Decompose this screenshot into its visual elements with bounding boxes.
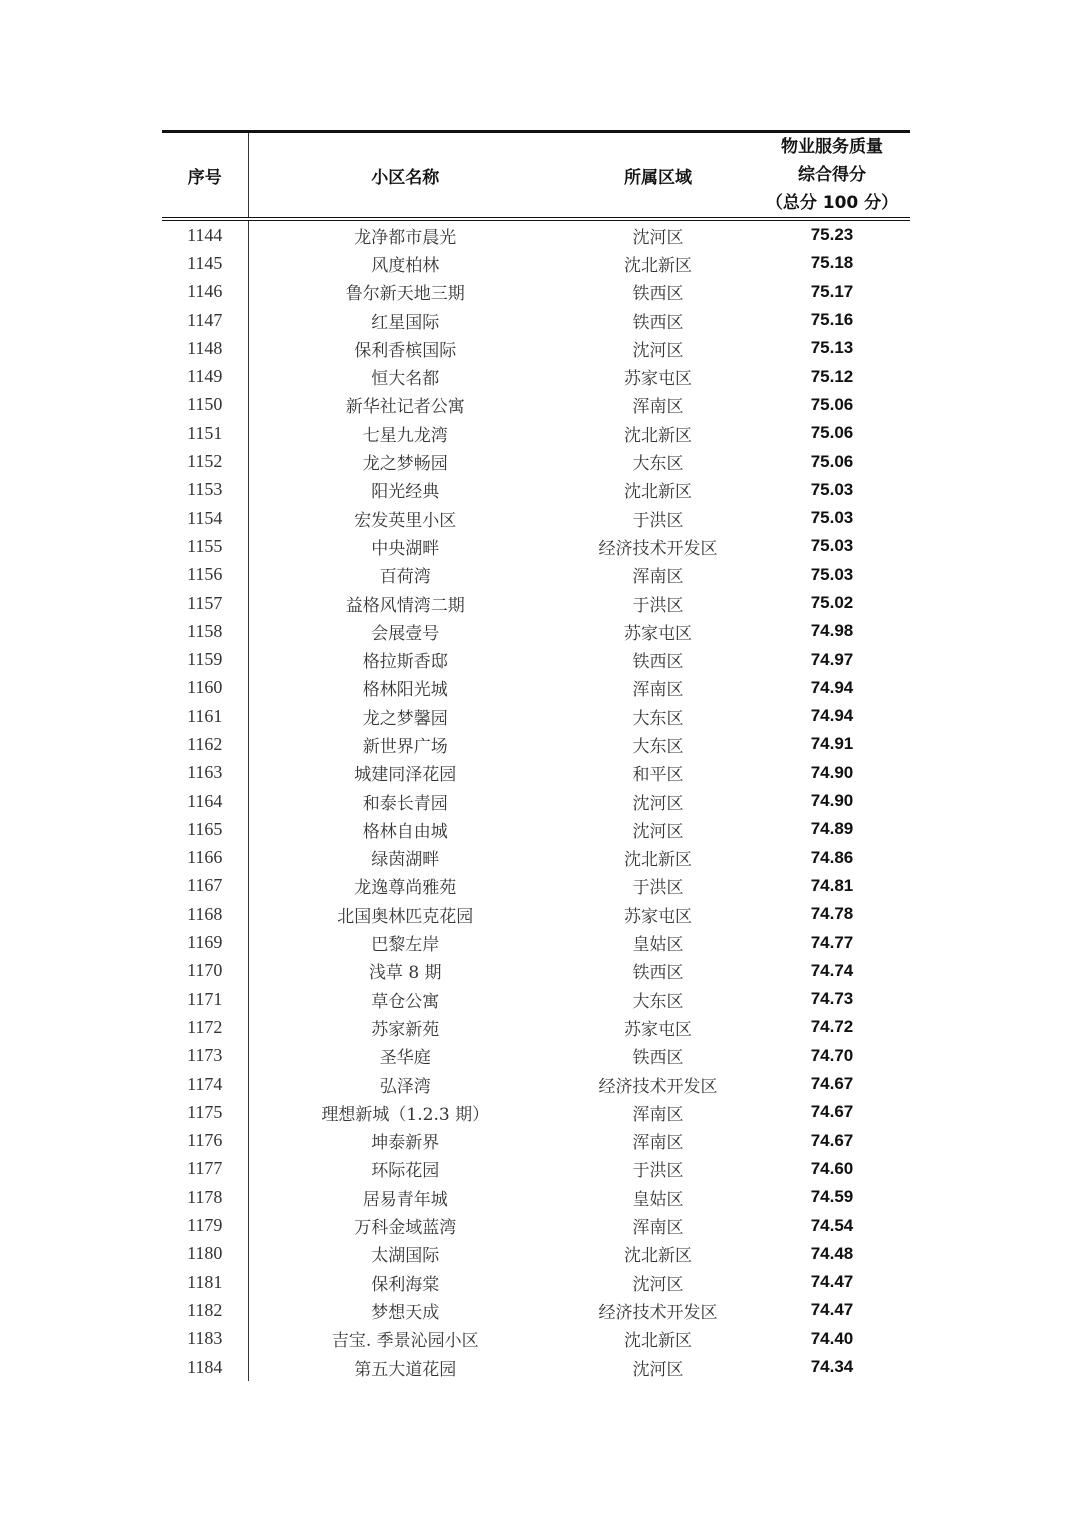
row-name: 龙之梦畅园 <box>362 454 448 475</box>
row-score: 74.90 <box>810 762 854 782</box>
row-score: 75.06 <box>810 394 854 414</box>
row-index: 1155 <box>162 532 248 560</box>
row-index: 1177 <box>162 1155 248 1183</box>
table-row <box>162 306 910 334</box>
row-score: 75.12 <box>810 366 854 386</box>
table-row <box>162 1296 910 1324</box>
row-score: 74.91 <box>810 734 854 754</box>
row-district: 苏家屯区 <box>624 369 692 390</box>
row-index: 1160 <box>162 674 248 702</box>
row-name: 万科金域蓝湾 <box>354 1218 457 1239</box>
row-district: 皇姑区 <box>632 1189 684 1210</box>
row-name: 保利海棠 <box>371 1274 440 1295</box>
table-row <box>162 1127 910 1155</box>
row-index: 1182 <box>162 1296 248 1324</box>
row-district: 大东区 <box>632 736 684 757</box>
row-name: 巴黎左岸 <box>371 935 440 956</box>
row-district: 沈北新区 <box>624 1246 692 1267</box>
row-district: 经济技术开发区 <box>598 1076 718 1097</box>
row-score: 75.03 <box>810 479 854 499</box>
row-name: 龙逸尊尚雅苑 <box>354 878 457 899</box>
row-score: 74.90 <box>810 791 854 811</box>
row-index: 1165 <box>162 815 248 843</box>
row-name: 中央湖畔 <box>371 538 440 559</box>
row-name: 吉宝. 季景沁园小区 <box>331 1331 479 1352</box>
row-district: 铁西区 <box>632 652 684 673</box>
row-district: 和平区 <box>632 765 684 786</box>
row-index: 1158 <box>162 617 248 645</box>
row-index: 1173 <box>162 1042 248 1070</box>
table-header <box>162 132 910 220</box>
row-district: 大东区 <box>632 454 684 475</box>
row-score: 75.23 <box>810 225 854 245</box>
row-index: 1179 <box>162 1211 248 1239</box>
row-name: 红星国际 <box>371 312 440 333</box>
row-district: 沈河区 <box>632 340 684 361</box>
row-score: 74.48 <box>810 1243 854 1263</box>
row-district: 沈北新区 <box>624 1331 692 1352</box>
table-row <box>162 334 910 362</box>
row-index: 1154 <box>162 504 248 532</box>
row-index: 1145 <box>162 249 248 277</box>
row-score: 74.74 <box>810 960 854 980</box>
row-name: 和泰长青园 <box>362 793 448 814</box>
row-name: 太湖国际 <box>371 1246 440 1267</box>
table-row <box>162 362 910 390</box>
row-district: 浑南区 <box>632 680 684 701</box>
row-index: 1169 <box>162 928 248 956</box>
table-row <box>162 1211 910 1239</box>
row-district: 沈河区 <box>632 1274 684 1295</box>
row-index: 1156 <box>162 561 248 589</box>
row-district: 于洪区 <box>632 1161 684 1182</box>
row-district: 苏家屯区 <box>624 906 692 927</box>
header-index: 序号 <box>162 132 248 220</box>
row-name: 宏发英里小区 <box>354 510 457 531</box>
table-row <box>162 872 910 900</box>
row-score: 74.59 <box>810 1187 854 1207</box>
header-score-line1: 物业服务质量 <box>781 137 883 157</box>
row-score: 75.06 <box>810 451 854 471</box>
row-name: 格林阳光城 <box>362 680 448 701</box>
row-score: 74.70 <box>810 1045 854 1065</box>
row-index: 1153 <box>162 476 248 504</box>
row-score: 74.67 <box>810 1130 854 1150</box>
table-row <box>162 702 910 730</box>
row-index: 1162 <box>162 730 248 758</box>
row-score: 75.03 <box>810 564 854 584</box>
row-score: 75.17 <box>810 281 854 301</box>
row-index: 1174 <box>162 1070 248 1098</box>
table-row <box>162 391 910 419</box>
row-index: 1146 <box>162 278 248 306</box>
table-row <box>162 759 910 787</box>
row-district: 浑南区 <box>632 397 684 418</box>
table-row <box>162 787 910 815</box>
row-index: 1157 <box>162 589 248 617</box>
row-name: 龙净都市晨光 <box>354 227 457 248</box>
row-name: 居易青年城 <box>362 1189 448 1210</box>
table-row <box>162 645 910 673</box>
row-name: 弘泽湾 <box>379 1076 431 1097</box>
row-name: 新华社记者公寓 <box>345 397 465 418</box>
row-score: 74.73 <box>810 989 854 1009</box>
table-row <box>162 532 910 560</box>
table-row <box>162 1155 910 1183</box>
row-score: 75.18 <box>810 253 854 273</box>
row-index: 1161 <box>162 702 248 730</box>
row-index: 1170 <box>162 957 248 985</box>
row-score: 74.89 <box>810 819 854 839</box>
row-name: 鲁尔新天地三期 <box>345 284 465 305</box>
row-score: 74.94 <box>810 706 854 726</box>
table-row <box>162 1042 910 1070</box>
row-district: 大东区 <box>632 708 684 729</box>
row-index: 1148 <box>162 334 248 362</box>
row-score: 74.77 <box>810 932 854 952</box>
row-name: 保利香槟国际 <box>354 340 457 361</box>
table-row <box>162 419 910 447</box>
row-score: 74.34 <box>810 1357 854 1377</box>
row-name: 阳光经典 <box>371 482 440 503</box>
row-name: 苏家新苑 <box>371 1019 440 1040</box>
row-district: 经济技术开发区 <box>598 1302 718 1323</box>
table-row <box>162 985 910 1013</box>
row-index: 1181 <box>162 1268 248 1296</box>
table-row <box>162 561 910 589</box>
header-score <box>754 132 910 220</box>
row-index: 1171 <box>162 985 248 1013</box>
row-district: 浑南区 <box>632 1218 684 1239</box>
row-index: 1180 <box>162 1240 248 1268</box>
row-index: 1168 <box>162 900 248 928</box>
row-name: 圣华庭 <box>379 1048 431 1069</box>
row-index: 1164 <box>162 787 248 815</box>
row-name: 百荷湾 <box>379 567 431 588</box>
row-name: 恒大名都 <box>371 369 440 390</box>
table-row <box>162 1098 910 1126</box>
row-score: 74.78 <box>810 904 854 924</box>
row-index: 1172 <box>162 1013 248 1041</box>
row-name: 城建同泽花园 <box>354 765 457 786</box>
row-score: 74.47 <box>810 1300 854 1320</box>
table-row <box>162 1325 910 1353</box>
table-row <box>162 219 910 249</box>
row-district: 于洪区 <box>632 595 684 616</box>
row-index: 1184 <box>162 1353 248 1381</box>
header-name: 小区名称 <box>248 132 562 220</box>
header-district: 所属区域 <box>562 132 754 220</box>
row-district: 于洪区 <box>632 510 684 531</box>
table-row <box>162 278 910 306</box>
row-name: 环际花园 <box>371 1161 440 1182</box>
row-index: 1183 <box>162 1325 248 1353</box>
row-district: 浑南区 <box>632 1133 684 1154</box>
header-score-line3: （总分 100 分） <box>765 193 899 213</box>
row-score: 74.97 <box>810 649 854 669</box>
row-district: 铁西区 <box>632 963 684 984</box>
row-name: 新世界广场 <box>362 736 448 757</box>
row-name: 益格风情湾二期 <box>345 595 465 616</box>
row-district: 沈河区 <box>632 1359 684 1380</box>
row-district: 沈北新区 <box>624 425 692 446</box>
row-district: 皇姑区 <box>632 935 684 956</box>
row-score: 74.98 <box>810 621 854 641</box>
row-name: 梦想天成 <box>371 1302 440 1323</box>
row-index: 1159 <box>162 645 248 673</box>
row-name: 龙之梦馨园 <box>362 708 448 729</box>
row-district: 浑南区 <box>632 567 684 588</box>
table-row <box>162 730 910 758</box>
row-name: 会展壹号 <box>371 623 440 644</box>
row-district: 沈北新区 <box>624 255 692 276</box>
row-district: 沈北新区 <box>624 482 692 503</box>
row-name: 格拉斯香邸 <box>362 652 448 673</box>
row-index: 1175 <box>162 1098 248 1126</box>
header-score-line2: 综合得分 <box>798 165 866 185</box>
row-index: 1178 <box>162 1183 248 1211</box>
row-score: 74.72 <box>810 1017 854 1037</box>
row-district: 铁西区 <box>632 312 684 333</box>
row-score: 75.03 <box>810 536 854 556</box>
table-row <box>162 957 910 985</box>
table-row <box>162 815 910 843</box>
row-index: 1166 <box>162 844 248 872</box>
row-index: 1150 <box>162 391 248 419</box>
row-name: 理想新城（1.2.3 期） <box>321 1104 490 1125</box>
table-row <box>162 249 910 277</box>
row-score: 74.40 <box>810 1328 854 1348</box>
row-score: 75.03 <box>810 508 854 528</box>
table-row <box>162 900 910 928</box>
row-district: 铁西区 <box>632 1048 684 1069</box>
row-district: 沈河区 <box>632 793 684 814</box>
row-score: 75.06 <box>810 423 854 443</box>
row-district: 苏家屯区 <box>624 623 692 644</box>
property-service-score-table <box>162 130 910 1381</box>
row-name: 风度柏林 <box>371 255 440 276</box>
table-row <box>162 1240 910 1268</box>
table-row <box>162 447 910 475</box>
table-row <box>162 844 910 872</box>
row-district: 沈北新区 <box>624 850 692 871</box>
row-score: 74.60 <box>810 1158 854 1178</box>
row-score: 74.86 <box>810 847 854 867</box>
table-row <box>162 504 910 532</box>
row-score: 74.67 <box>810 1102 854 1122</box>
row-name: 草仓公寓 <box>371 991 440 1012</box>
row-name: 坤泰新界 <box>371 1133 440 1154</box>
row-district: 铁西区 <box>632 284 684 305</box>
row-index: 1167 <box>162 872 248 900</box>
row-district: 经济技术开发区 <box>598 538 718 559</box>
table-row <box>162 617 910 645</box>
table-row <box>162 1013 910 1041</box>
row-index: 1163 <box>162 759 248 787</box>
row-score: 74.67 <box>810 1074 854 1094</box>
row-score: 74.81 <box>810 875 854 895</box>
row-district: 苏家屯区 <box>624 1019 692 1040</box>
table-body <box>162 219 910 1381</box>
row-name: 格林自由城 <box>362 821 448 842</box>
row-score: 75.02 <box>810 593 854 612</box>
row-district: 大东区 <box>632 991 684 1012</box>
row-district: 于洪区 <box>632 878 684 899</box>
row-district: 沈河区 <box>632 227 684 248</box>
row-name: 七星九龙湾 <box>362 425 448 446</box>
row-score: 74.54 <box>810 1215 854 1235</box>
row-score: 74.94 <box>810 677 854 697</box>
row-score: 75.16 <box>810 310 854 330</box>
row-index: 1152 <box>162 447 248 475</box>
table-row <box>162 1183 910 1211</box>
row-index: 1149 <box>162 362 248 390</box>
table-row <box>162 589 910 617</box>
row-name: 北国奥林匹克花园 <box>337 906 474 927</box>
row-index: 1176 <box>162 1127 248 1155</box>
table-row <box>162 1353 910 1381</box>
row-index: 1144 <box>162 219 248 249</box>
table-row <box>162 476 910 504</box>
row-score: 75.13 <box>810 338 854 358</box>
row-name: 第五大道花园 <box>354 1359 457 1380</box>
table-row <box>162 674 910 702</box>
table-row <box>162 1070 910 1098</box>
row-name: 绿茵湖畔 <box>371 850 440 871</box>
row-name: 浅草 8 期 <box>368 963 442 984</box>
table-row <box>162 928 910 956</box>
table-row <box>162 1268 910 1296</box>
row-district: 沈河区 <box>632 821 684 842</box>
row-index: 1147 <box>162 306 248 334</box>
row-index: 1151 <box>162 419 248 447</box>
row-score: 74.47 <box>810 1272 854 1292</box>
row-district: 浑南区 <box>632 1104 684 1125</box>
